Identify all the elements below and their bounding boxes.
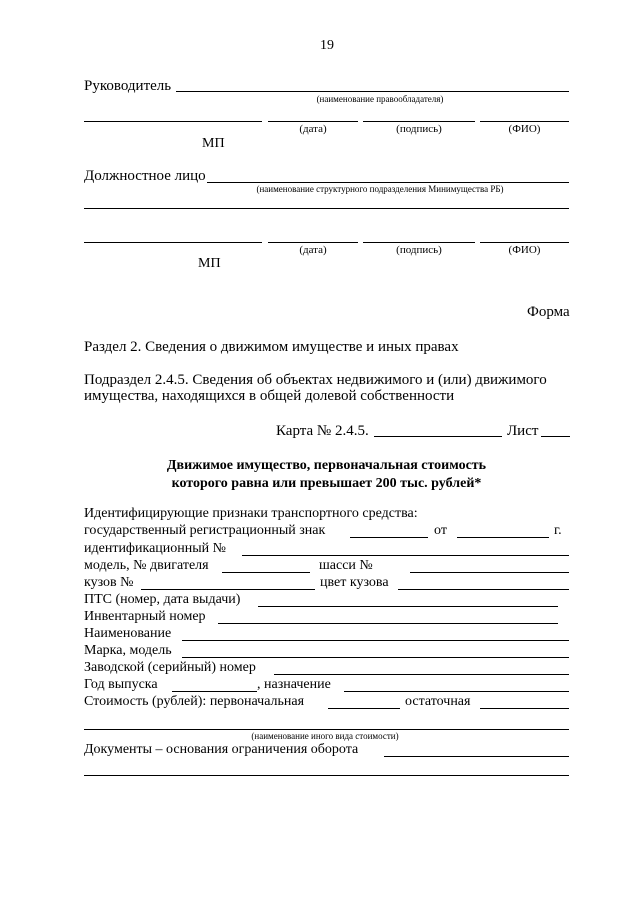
reg-date-input[interactable]	[457, 537, 549, 538]
head-label: Руководитель	[84, 78, 172, 94]
title-line-2: которого равна или превышает 200 тыс. рублей*	[171, 476, 482, 491]
reg-sign-label: государственный регистрационный знак	[84, 523, 326, 538]
serial-input[interactable]	[274, 674, 569, 675]
inventory-label: Инвентарный номер	[84, 609, 206, 624]
official-sign-caption: (подпись)	[396, 244, 442, 256]
head-fio-caption: (ФИО)	[508, 123, 541, 135]
initial-cost-input[interactable]	[328, 708, 400, 709]
ident-no-input[interactable]	[242, 555, 569, 556]
pts-input[interactable]	[258, 606, 558, 607]
name-label: Наименование	[84, 626, 172, 641]
other-cost-caption: (наименование иного вида стоимости)	[251, 731, 399, 741]
head-date-caption: (дата)	[299, 123, 327, 135]
body-no-label: кузов №	[84, 575, 134, 590]
section-title: Раздел 2. Сведения о движимом имуществе и иных правах	[84, 339, 459, 355]
head-sign-caption: (подпись)	[396, 123, 442, 135]
head-sign-line[interactable]	[363, 121, 475, 122]
ident-header: Идентифицирующие признаки транспортного средства:	[84, 506, 418, 521]
official-fio-caption: (ФИО)	[508, 244, 541, 256]
residual-cost-input[interactable]	[480, 708, 569, 709]
card-label: Карта № 2.4.5.	[276, 423, 369, 439]
stamp-label: МП	[202, 136, 225, 151]
sheet-number-line[interactable]	[541, 436, 570, 437]
dept-line[interactable]	[207, 182, 569, 183]
holder-caption: (наименование правообладателя)	[316, 94, 444, 104]
documents-label: Документы – основания ограничения оборота	[84, 742, 359, 757]
reg-sign-input[interactable]	[350, 537, 428, 538]
model-engine-label: модель, № двигателя	[84, 558, 209, 573]
cost-label: Стоимость (рублей): первоначальная	[84, 694, 305, 709]
year-label: Год выпуска	[84, 677, 158, 692]
official-sign-line[interactable]	[363, 242, 475, 243]
year-input[interactable]	[172, 691, 257, 692]
body-color-input[interactable]	[398, 589, 569, 590]
dept-caption: (наименование структурного подразделения Минимущества РБ)	[256, 184, 504, 194]
title-line-1: Движимое имущество, первоначальная стоимость	[166, 458, 487, 473]
year-suffix: г.	[554, 523, 562, 538]
holder-line[interactable]	[176, 91, 569, 92]
serial-label: Заводской (серийный) номер	[84, 660, 256, 675]
chassis-input[interactable]	[410, 572, 569, 573]
brand-model-label: Марка, модель	[84, 643, 172, 658]
subsection-line-1: Подраздел 2.4.5. Сведения об объектах недвижимого и (или) движимого	[84, 372, 547, 388]
head-date-line[interactable]	[268, 121, 358, 122]
official-date-line[interactable]	[268, 242, 358, 243]
sheet-label: Лист	[507, 423, 539, 439]
card-number-line[interactable]	[374, 436, 502, 437]
pts-label: ПТС (номер, дата выдачи)	[84, 592, 241, 607]
page-number: 19	[320, 38, 334, 53]
documents-extra-line[interactable]	[84, 775, 569, 776]
documents-input[interactable]	[384, 756, 569, 757]
inventory-input[interactable]	[218, 623, 558, 624]
other-cost-input[interactable]	[84, 729, 569, 730]
brand-model-input[interactable]	[182, 657, 569, 658]
name-input[interactable]	[182, 640, 569, 641]
form-label: Форма	[527, 304, 570, 320]
stamp-label-2: МП	[198, 256, 221, 271]
dept-extra-line[interactable]	[84, 208, 569, 209]
purpose-input[interactable]	[344, 691, 569, 692]
residual-label: остаточная	[405, 694, 471, 709]
from-label: от	[434, 523, 447, 538]
official-label: Должностное лицо	[84, 168, 206, 184]
chassis-label: шасси №	[319, 558, 373, 573]
ident-no-label: идентификационный №	[84, 541, 227, 556]
subsection-line-2: имущества, находящихся в общей долевой собственности	[84, 388, 455, 404]
official-date-caption: (дата)	[299, 244, 327, 256]
model-engine-input[interactable]	[222, 572, 310, 573]
purpose-label: , назначение	[257, 677, 331, 692]
head-fio-line[interactable]	[480, 121, 569, 122]
body-color-label: цвет кузова	[320, 575, 389, 590]
official-fio-line[interactable]	[480, 242, 569, 243]
body-no-input[interactable]	[141, 589, 315, 590]
official-blank-line[interactable]	[84, 242, 262, 243]
head-blank-line[interactable]	[84, 121, 262, 122]
